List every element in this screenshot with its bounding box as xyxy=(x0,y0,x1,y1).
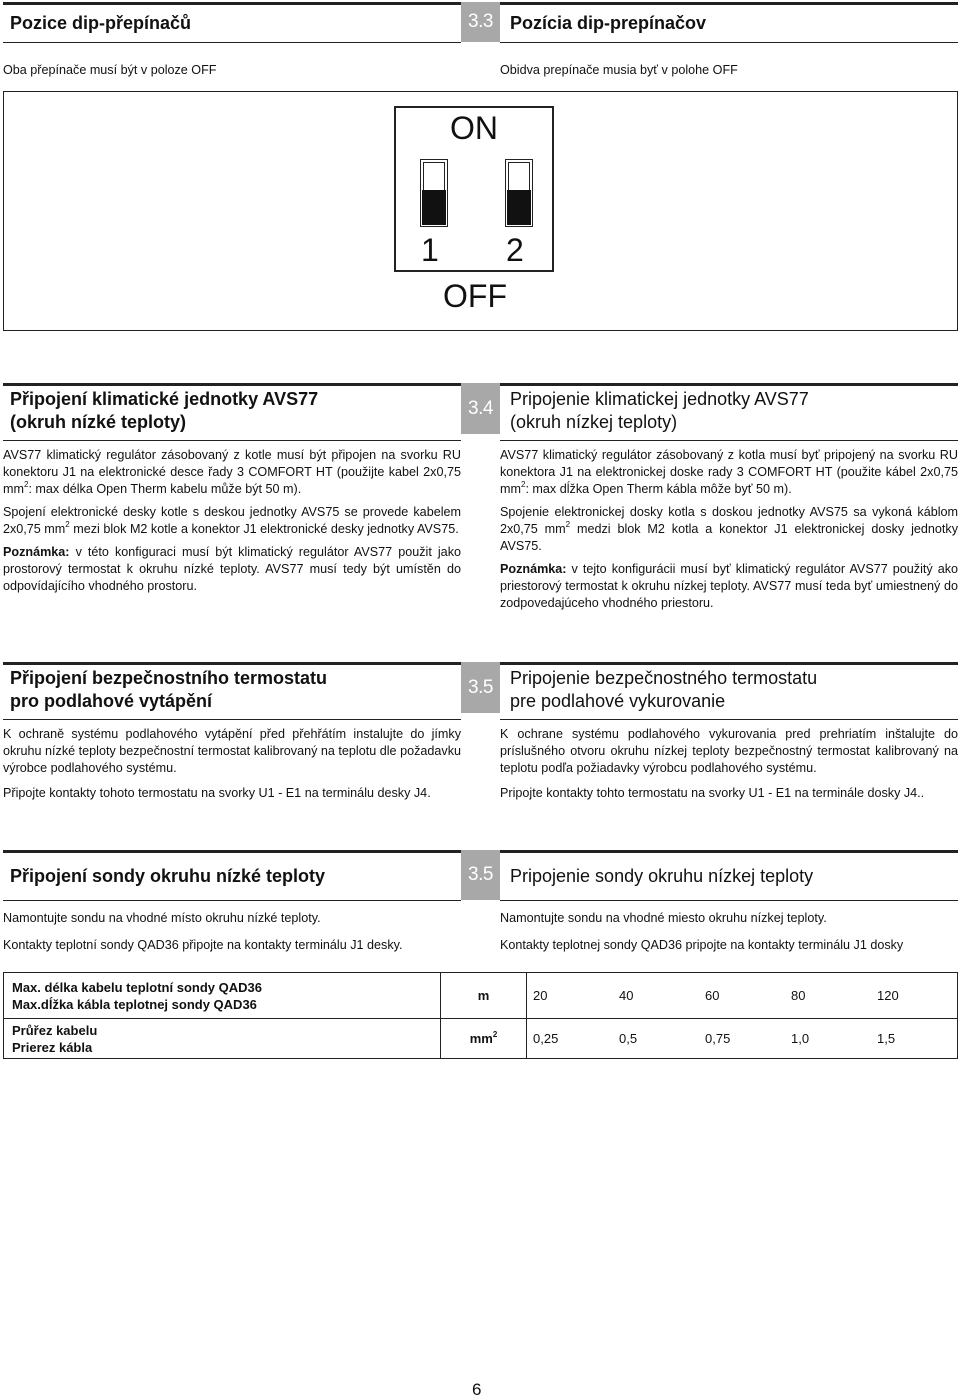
section-title-line-1: Pripojenie klimatickej jednotky AVS77 xyxy=(510,389,809,409)
dip-off-label: OFF xyxy=(443,278,507,314)
paragraph-1: AVS77 klimatický regulátor zásobovaný z kotle musí být připojen na svorku RU konektoru J1 na elektronické desce řady 3 COMFORT HT (použijte kabel 2x0,75 $mm^2$: max délka Open Therm kabelu může být 50 m). xyxy=(3,448,461,496)
section-3-3-sk xyxy=(500,2,958,79)
section-3-5-probe-sk xyxy=(500,850,958,954)
row-unit: $mm^2$ xyxy=(441,1019,527,1059)
paragraph-note: Poznámka: v tejto konfigurácii musí byť klimatický regulátor AVS77 použitý ako priestorový termostat k okruhu nízkej teploty. AVS77 musí teda byť umiestnený do zodpovedajúceho vhodného priestoru. xyxy=(500,562,958,610)
switch-knob xyxy=(507,190,531,225)
section-title-line-2: pre podlahové vykurovanie xyxy=(510,691,726,711)
paragraph-1: Namontujte sondu na vhodné miesto okruhu nízkej teploty. xyxy=(500,911,827,925)
table-cell: 40 xyxy=(619,988,634,1003)
section-title: Pozice dip-přepínačů xyxy=(10,13,192,33)
table-cell: 1,0 xyxy=(791,1031,810,1046)
section-title-line-2: (okruh nízké teploty) xyxy=(10,412,187,432)
table-row-length xyxy=(4,973,958,1019)
section-title: Pripojenie sondy okruhu nízkej teploty xyxy=(510,866,814,886)
table-cell: 0,5 xyxy=(619,1031,638,1046)
section-3-5-thermostat-sk xyxy=(500,662,958,802)
section-3-5-probe-cz xyxy=(3,850,461,954)
dip-on-label: ON xyxy=(450,110,498,146)
section-3-4-cz xyxy=(3,383,461,595)
section-title-line-1: Pripojenie bezpečnostného termostatu xyxy=(510,668,818,688)
section-number: 3.3 xyxy=(461,2,500,42)
paragraph-2: Připojte kontakty tohoto termostatu na svorky U1 - E1 na terminálu desky J4. xyxy=(3,786,431,800)
section-3-4-sk xyxy=(500,383,958,612)
paragraph-2: Kontakty teplotní sondy QAD36 připojte na kontakty terminálu J1 desky. xyxy=(3,938,403,952)
paragraph-2: Pripojte kontakty tohto termostatu na svorky U1 - E1 na terminále dosky J4.. xyxy=(500,786,925,800)
paragraph-1: K ochraně systému podlahového vytápění před přehřátím instalujte do jímky okruhu nízké teploty bezpečnostní termostat kalibrovaný na teplotu dle požadavku výrobce podlahového systému. xyxy=(3,727,461,775)
paragraph-2: Kontakty teplotnej sondy QAD36 pripojte na kontakty terminálu J1 dosky xyxy=(500,938,904,952)
table-cell: 0,25 xyxy=(533,1031,559,1046)
paragraph-2: Spojenie elektronickej dosky kotla s doskou jednotky AVS75 sa vykoná káblom 2x0,75 $mm^2$ medzi blok M2 kotla a konektor J1 elektronickej dosky jednotky AVS75. xyxy=(500,505,958,553)
paragraph-2: Spojení elektronické desky kotle s deskou jednotky AVS75 se provede kabelem 2x0,75 $mm^2$ mezi blok M2 kotle a konektor J1 elektronické desky jednotky AVS75. xyxy=(3,505,461,536)
table-cell: 0,75 xyxy=(705,1031,731,1046)
table-cell: 20 xyxy=(533,988,548,1003)
section-text: Oba přepínače musí být v poloze OFF xyxy=(3,63,217,77)
section-3-3-cz xyxy=(3,2,461,79)
row-label: Průřez kabelu Prierez kábla xyxy=(4,1019,441,1059)
paragraph-1: K ochrane systému podlahového vykurovania pred prehriatím inštalujte do príslušného otvoru okruhu nízkej teploty bezpečnostný termostat kalibrovaný na teplotu podľa požiadavky výrobcu podlahového systému. xyxy=(500,727,958,775)
section-number: 3.4 xyxy=(461,383,500,434)
row-unit: m xyxy=(441,973,527,1019)
row-values xyxy=(527,1019,958,1059)
section-title: Pozícia dip-prepínačov xyxy=(510,13,707,33)
table-row-section xyxy=(4,1019,958,1059)
section-title-line-1: Připojení bezpečnostního termostatu xyxy=(10,668,328,688)
section-title-line-2: (okruh nízkej teploty) xyxy=(510,412,678,432)
section-3-5-thermostat-cz xyxy=(3,662,461,802)
cable-spec-table xyxy=(3,972,958,1059)
dip-number-1: 1 xyxy=(421,232,439,268)
dip-switch-2 xyxy=(505,159,533,227)
row-label: Max. délka kabelu teplotní sondy QAD36 Max.dĺžka kábla teplotnej sondy QAD36 xyxy=(4,973,441,1019)
section-text: Obidva prepínače musia byť v polohe OFF xyxy=(500,63,738,77)
table-cell: 1,5 xyxy=(877,1031,896,1046)
dip-switch-1 xyxy=(420,159,448,227)
page-number: 6 xyxy=(472,1380,482,1399)
paragraph-note: Poznámka: v této konfiguraci musí být klimatický regulátor AVS77 použit jako prostorový termostat k okruhu nízké teploty. AVS77 musí tedy být umístěn do odpovídajícího vhodného prostoru. xyxy=(3,545,461,593)
section-title: Připojení sondy okruhu nízké teploty xyxy=(10,866,326,886)
table-cell: 120 xyxy=(877,988,899,1003)
section-title-line-1: Připojení klimatické jednotky AVS77 xyxy=(10,389,319,409)
section-number: 3.5 xyxy=(461,850,500,900)
section-title-line-2: pro podlahové vytápění xyxy=(10,691,213,711)
table-cell: 60 xyxy=(705,988,720,1003)
row-values xyxy=(527,973,958,1019)
table-cell: 80 xyxy=(791,988,806,1003)
paragraph-1: AVS77 klimatický regulátor zásobovaný z kotla musí byť pripojený na svorku RU konektora J1 na elektronickej doske rady 3 COMFORT HT (použite kábel 2x0,75 $mm^2$: max dĺžka Open Therm kábla môže byť 50 m). xyxy=(500,448,958,496)
dip-number-2: 2 xyxy=(506,232,524,268)
paragraph-1: Namontujte sondu na vhodné místo okruhu nízké teploty. xyxy=(3,911,321,925)
section-number: 3.5 xyxy=(461,662,500,713)
switch-knob xyxy=(422,190,446,225)
